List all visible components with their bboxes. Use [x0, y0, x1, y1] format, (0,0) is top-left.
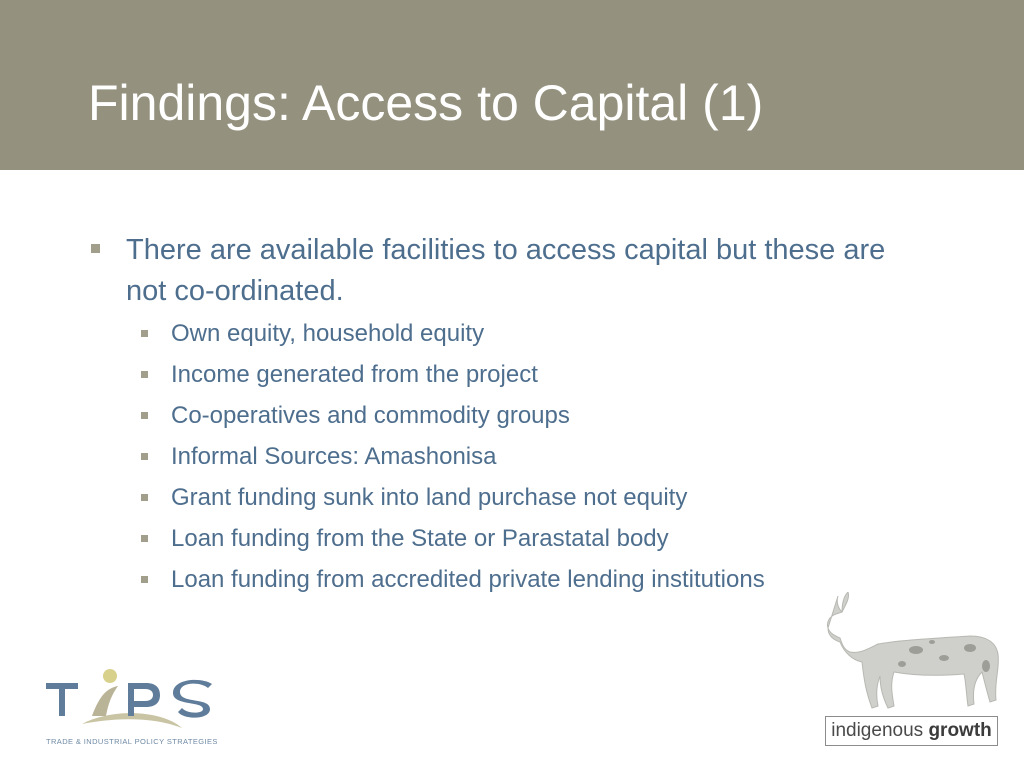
sub-bullet-item: Own equity, household equity	[171, 320, 485, 347]
bullet-square-icon	[141, 576, 148, 583]
indigenous-growth-light: indigenous	[831, 720, 924, 741]
sub-bullet-item: Informal Sources: Amashonisa	[171, 443, 497, 470]
bullet-square-icon	[141, 535, 148, 542]
bullet-square-icon	[141, 494, 148, 501]
sub-bullet-item: Co-operatives and commodity groups	[171, 402, 570, 429]
tips-caption: TRADE & INDUSTRIAL POLICY STRATEGIES	[46, 737, 218, 746]
sub-bullet-item: Grant funding sunk into land purchase not equity	[171, 484, 688, 511]
indigenous-growth-logo	[825, 716, 998, 746]
sub-bullet-item: Income generated from the project	[171, 361, 538, 388]
sub-bullet-item: Loan funding from the State or Parastatal body	[171, 525, 669, 552]
indigenous-growth-bold: growth	[928, 720, 992, 741]
bullet-square-icon	[141, 371, 148, 378]
bullet-square-icon	[141, 453, 148, 460]
bullet-square-icon	[91, 244, 100, 253]
main-bullet-text: There are available facilities to access capital but these are not co-ordinated.	[126, 234, 886, 307]
title-bar	[0, 0, 1024, 170]
bullet-square-icon	[141, 330, 148, 337]
sub-bullet-item: Loan funding from accredited private lending institutions	[171, 566, 765, 593]
cow-illustration	[820, 592, 1010, 714]
slide-title: Findings: Access to Capital (1)	[88, 75, 764, 131]
bullet-square-icon	[141, 412, 148, 419]
